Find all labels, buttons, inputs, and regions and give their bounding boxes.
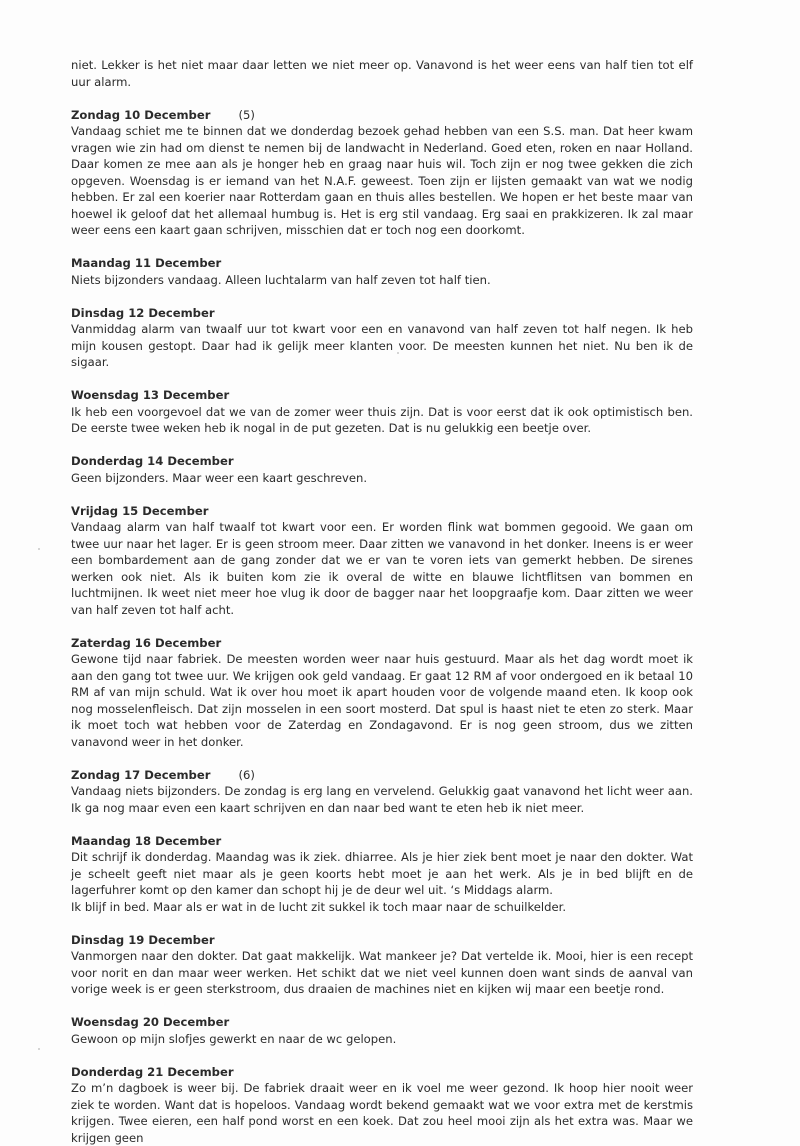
entry-paragraph: Ik blijf in bed. Maar als er wat in de lucht zit sukkel ik toch maar naar de schuilkelder. [71,899,693,916]
entry-date-heading [71,453,693,470]
entry-date-heading [71,305,693,322]
entry-date-heading [71,1064,693,1081]
page-number-marker: (5) [238,108,254,122]
entry-paragraph: Vandaag schiet me te binnen dat we donderdag bezoek gehad hebben van een S.S. man. Dat heer kwam vragen wie zin had om dienst te nemen bij de landwacht in Nederland. Goed eten, roken en naar Holland. Daar komen ze mee aan als je honger heb en graag naar huis wil. Toch zijn er nog twee gekken die zich opgeven. Woensdag is er iemand van het N.A.F. geweest. Toen zijn er lijsten gemaakt van wat we nodig hebben. Er zal een koerier naar Rotterdam gaan en thuis alles bestellen. We hopen er het beste maar van hoewel ik geloof dat het allemaal humbug is. Het is erg stil vandaag. Erg saai en prakkizeren. Ik zal maar weer eens een kaart gaan schrijven, misschien dat er toch nog een doorkomt. [71,123,693,239]
entry-date: Maandag 11 December [71,256,221,270]
entry-text [71,272,693,289]
entry-text [71,123,693,239]
entry-text [71,519,693,618]
diary-page [71,57,693,1146]
diary-entry [71,1064,693,1146]
entry-text [71,404,693,437]
entry-date: Maandag 18 December [71,834,221,848]
entry-date: Woensdag 20 December [71,1015,229,1029]
entry-date-heading [71,503,693,520]
scan-speck [38,1048,40,1050]
scan-speck [397,352,399,354]
entry-date: Donderdag 14 December [71,454,234,468]
entry-date-heading [71,1014,693,1031]
diary-entry [71,305,693,371]
intro-paragraph: niet. Lekker is het niet maar daar letten we niet meer op. Vanavond is het weer eens van half tien tot elf uur alarm. [71,57,693,90]
entry-paragraph: Vanmiddag alarm van twaalf uur tot kwart voor een en vanavond van half zeven tot half negen. Ik heb mijn kousen gestopt. Daar had ik gelijk meer klanten voor. De meesten kunnen het niet. Nu ben ik de sigaar. [71,321,693,371]
entry-date-heading [71,833,693,850]
entry-text [71,321,693,371]
diary-entry [71,932,693,998]
entry-date: Dinsdag 19 December [71,933,215,947]
entry-text [71,783,693,816]
entry-date: Donderdag 21 December [71,1065,234,1079]
entry-paragraph: Niets bijzonders vandaag. Alleen luchtalarm van half zeven tot half tien. [71,272,693,289]
entry-paragraph: Gewoon op mijn slofjes gewerkt en naar de wc gelopen. [71,1031,693,1048]
diary-entry [71,833,693,916]
entry-date: Vrijdag 15 December [71,504,208,518]
entry-paragraph: Vanmorgen naar den dokter. Dat gaat makkelijk. Wat mankeer je? Dat vertelde ik. Mooi, hier is een recept voor norit en dan maar weer werken. Het schikt dat we niet veel kunnen doen want sinds de aanval van vorige week is er geen sterkstroom, dus draaien de machines niet en kijken wij maar een beetje rond. [71,948,693,998]
entry-text [71,1080,693,1146]
entry-date: Woensdag 13 December [71,388,229,402]
entry-date: Zondag 10 December [71,108,210,122]
entry-paragraph: Vandaag niets bijzonders. De zondag is erg lang en vervelend. Gelukkig gaat vanavond het licht weer aan. Ik ga nog maar even een kaart schrijven en dan naar bed want te eten heb ik niet meer. [71,783,693,816]
entry-text [71,849,693,915]
entry-paragraph: Vandaag alarm van half twaalf tot kwart voor een. Er worden flink wat bommen gegooid. We gaan om twee uur naar het lager. Er is geen stroom meer. Daar zitten we vanavond in het donker. Ineens is er weer een bombardement aan de gang zonder dat we er van te voren iets van gemerkt hebben. De sirenes werken ook niet. Als ik buiten kom zie ik overal de witte en blauwe lichtflitsen van bommen en luchtmijnen. Ik weet niet meer hoe vlug ik door de bagger naar het loopgraafje kom. Daar zitten we weer van half zeven tot half acht. [71,519,693,618]
entry-date: Zondag 17 December [71,768,210,782]
entry-paragraph: Gewone tijd naar fabriek. De meesten worden weer naar huis gestuurd. Maar als het dag wordt moet ik aan den gang tot twee uur. We krijgen ook geld vandaag. Er gaat 12 RM af voor ondergoed en ik betaal 10 RM af van mijn schuld. Wat ik over hou moet ik apart houden voor de volgende maand eten. Ik koop ook nog mosselenfleisch. Dat zijn mosselen in een soort mosterd. Dat spul is haast niet te eten zo sterk. Maar ik moet toch wat hebben voor de Zaterdag en Zondagavond. Er is nog geen stroom, dus we zitten vanavond weer in het donker. [71,651,693,750]
entry-paragraph: Geen bijzonders. Maar weer een kaart geschreven. [71,470,693,487]
diary-entry [71,387,693,437]
entry-text [71,651,693,750]
diary-entry [71,767,693,817]
entry-paragraph: Dit schrijf ik donderdag. Maandag was ik ziek. dhiarree. Als je hier ziek bent moet je naar den dokter. Wat je scheelt geeft niet maar als je geen koorts hebt moet je aan het werk. Als je in bed blijft en de lagerfuhrer komt op den kamer dan schopt hij je de deur wel uit. ‘s Middags alarm. [71,849,693,899]
scan-speck [38,548,40,550]
diary-entry [71,255,693,288]
diary-entry [71,107,693,239]
entry-text [71,948,693,998]
diary-entry [71,635,693,751]
entry-paragraph: Zo m’n dagboek is weer bij. De fabriek draait weer en ik voel me weer gezond. Ik hoop hier nooit weer ziek te worden. Want dat is hopeloos. Vandaag wordt bekend gemaakt wat we voor extra met de kerstmis krijgen. Twee eieren, een half pond worst en een koek. Dat zou heel mooi zijn als het extra was. Maar we krijgen geen [71,1080,693,1146]
diary-entry [71,1014,693,1047]
entry-date-heading [71,767,693,784]
diary-entry [71,453,693,486]
entry-text [71,470,693,487]
entry-date-heading [71,932,693,949]
entry-date-heading [71,387,693,404]
entry-date-heading [71,635,693,652]
diary-entries [71,107,693,1146]
diary-entry [71,503,693,619]
entry-paragraph: Ik heb een voorgevoel dat we van de zomer weer thuis zijn. Dat is voor eerst dat ik ook optimistisch ben. De eerste twee weken heb ik nogal in de put gezeten. Dat is nu gelukkig een beetje over. [71,404,693,437]
entry-date: Zaterdag 16 December [71,636,221,650]
page-number-marker: (6) [238,768,254,782]
entry-text [71,1031,693,1048]
entry-date-heading [71,255,693,272]
entry-date: Dinsdag 12 December [71,306,215,320]
entry-date-heading [71,107,693,124]
